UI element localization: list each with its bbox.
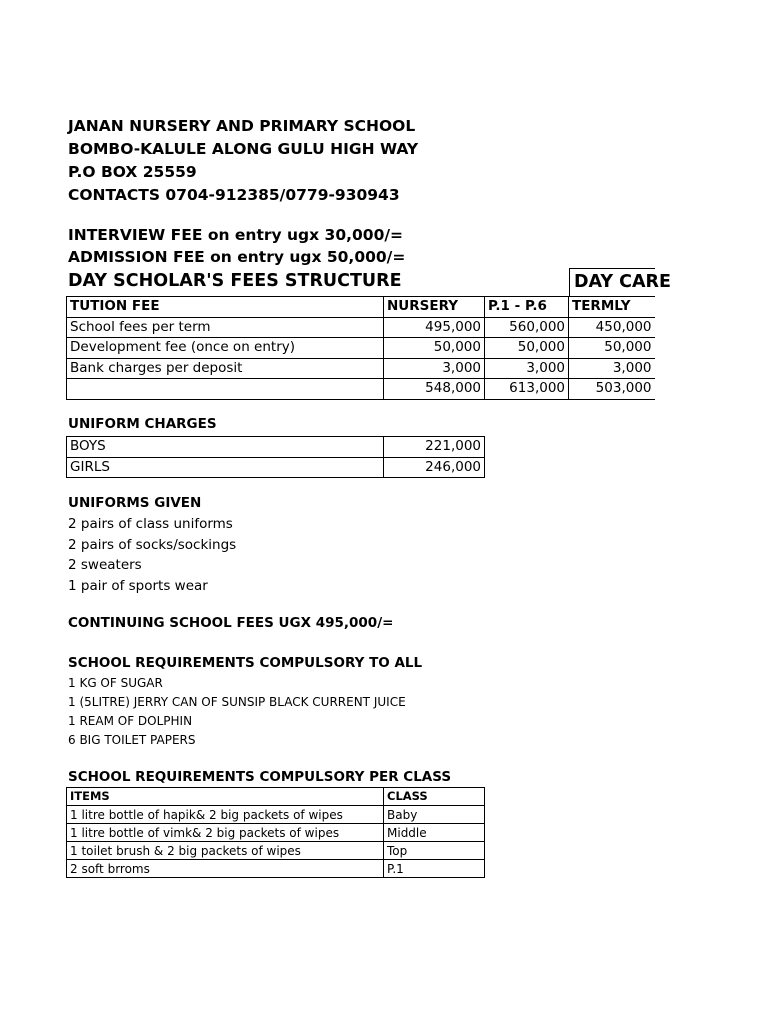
primary-value: 50,000 xyxy=(485,338,569,359)
item-label: 1 litre bottle of hapik& 2 big packets of wipes xyxy=(67,806,384,824)
table-header-row xyxy=(67,297,655,318)
header-primary: P.1 - P.6 xyxy=(485,297,569,318)
continuing-fees: CONTINUING SCHOOL FEES UGX 495,000/= xyxy=(68,615,394,631)
nursery-value: 3,000 xyxy=(384,358,485,379)
item-label: 1 toilet brush & 2 big packets of wipes xyxy=(67,842,384,860)
header-items: ITEMS xyxy=(67,788,384,806)
class-label: Middle xyxy=(384,824,485,842)
table-row xyxy=(67,358,655,379)
school-pobox: P.O BOX 25559 xyxy=(68,163,197,181)
list-item: 2 pairs of class uniforms xyxy=(68,516,233,532)
requirements-class-title: SCHOOL REQUIREMENTS COMPULSORY PER CLASS xyxy=(68,769,452,785)
fee-label: School fees per term xyxy=(67,317,384,338)
fee-label: Development fee (once on entry) xyxy=(67,338,384,359)
list-item: 1 KG OF SUGAR xyxy=(68,676,163,690)
day-care-title: DAY CARE xyxy=(574,272,671,292)
uniform-value: 246,000 xyxy=(384,457,485,478)
table-row xyxy=(67,437,485,458)
header-class: CLASS xyxy=(384,788,485,806)
uniform-charges-table xyxy=(66,436,485,478)
table-row xyxy=(67,860,485,878)
table-row xyxy=(67,317,655,338)
list-item: 6 BIG TOILET PAPERS xyxy=(68,733,196,747)
termly-total: 503,000 xyxy=(569,379,655,400)
table-row xyxy=(67,806,485,824)
nursery-value: 495,000 xyxy=(384,317,485,338)
nursery-total: 548,000 xyxy=(384,379,485,400)
primary-value: 560,000 xyxy=(485,317,569,338)
table-row xyxy=(67,824,485,842)
day-care-title-box xyxy=(569,268,671,297)
school-name: JANAN NURSERY AND PRIMARY SCHOOL xyxy=(68,117,416,135)
requirements-all-title: SCHOOL REQUIREMENTS COMPULSORY TO ALL xyxy=(68,655,423,671)
uniform-charges-title: UNIFORM CHARGES xyxy=(68,416,217,432)
list-item: 1 pair of sports wear xyxy=(68,578,208,594)
table-row xyxy=(67,338,655,359)
header-tution-fee: TUTION FEE xyxy=(67,297,384,318)
list-item: 2 sweaters xyxy=(68,557,142,573)
requirements-class-table xyxy=(66,787,485,878)
termly-value: 3,000 xyxy=(569,358,655,379)
fees-table xyxy=(66,296,655,400)
table-row xyxy=(67,842,485,860)
class-label: Baby xyxy=(384,806,485,824)
primary-total: 613,000 xyxy=(485,379,569,400)
admission-fee: ADMISSION FEE on entry ugx 50,000/= xyxy=(68,248,406,266)
total-row xyxy=(67,379,655,400)
uniforms-given-title: UNIFORMS GIVEN xyxy=(68,495,202,511)
class-label: P.1 xyxy=(384,860,485,878)
item-label: 1 litre bottle of vimk& 2 big packets of wipes xyxy=(67,824,384,842)
header-termly: TERMLY xyxy=(569,297,655,318)
school-location: BOMBO-KALULE ALONG GULU HIGH WAY xyxy=(68,140,419,158)
school-contacts: CONTACTS 0704-912385/0779-930943 xyxy=(68,186,400,204)
table-header-row xyxy=(67,788,485,806)
class-label: Top xyxy=(384,842,485,860)
day-scholar-title: DAY SCHOLAR'S FEES STRUCTURE xyxy=(68,271,402,291)
uniform-label: BOYS xyxy=(67,437,384,458)
total-label xyxy=(67,379,384,400)
uniform-value: 221,000 xyxy=(384,437,485,458)
primary-value: 3,000 xyxy=(485,358,569,379)
header-nursery: NURSERY xyxy=(384,297,485,318)
uniform-label: GIRLS xyxy=(67,457,384,478)
table-row xyxy=(67,457,485,478)
list-item: 1 REAM OF DOLPHIN xyxy=(68,714,193,728)
item-label: 2 soft brroms xyxy=(67,860,384,878)
nursery-value: 50,000 xyxy=(384,338,485,359)
termly-value: 450,000 xyxy=(569,317,655,338)
list-item: 1 (5LITRE) JERRY CAN OF SUNSIP BLACK CURRENT JUICE xyxy=(68,695,406,709)
list-item: 2 pairs of socks/sockings xyxy=(68,537,237,553)
interview-fee: INTERVIEW FEE on entry ugx 30,000/= xyxy=(68,226,404,244)
termly-value: 50,000 xyxy=(569,338,655,359)
fee-label: Bank charges per deposit xyxy=(67,358,384,379)
